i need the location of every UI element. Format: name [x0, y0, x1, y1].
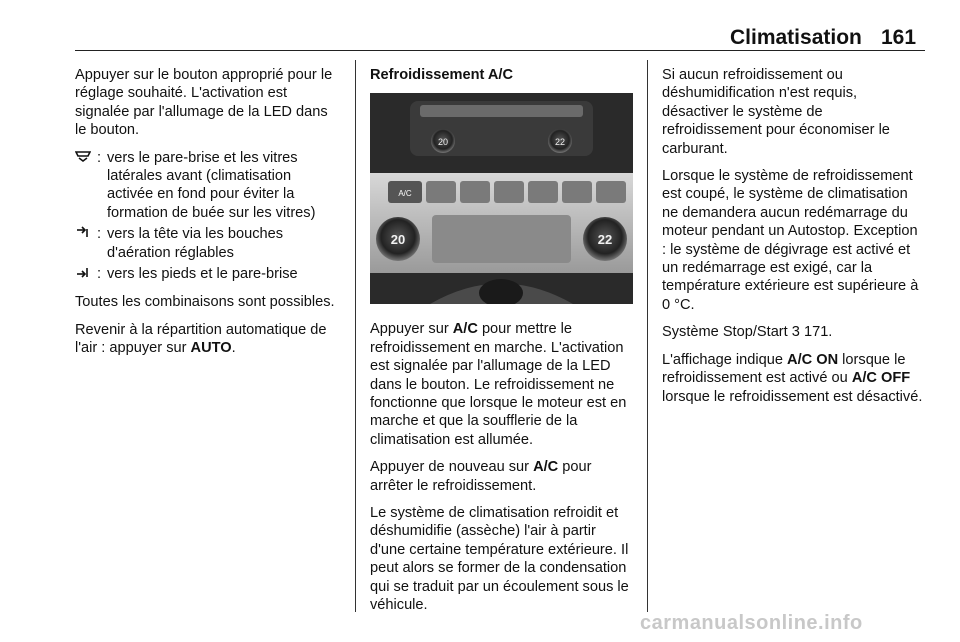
header-rule	[75, 50, 925, 51]
column-divider	[647, 60, 648, 612]
feet-windshield-icon	[75, 265, 97, 284]
page-reference-arrow-icon: 3	[791, 324, 800, 341]
auto-paragraph	[75, 321, 341, 358]
item-separator: :	[97, 149, 102, 166]
column-2	[370, 66, 633, 624]
list-item	[75, 149, 341, 223]
display-paragraph	[662, 351, 924, 406]
column-1	[75, 66, 341, 367]
fuel-saving-paragraph: Si aucun refroidissement ou déshumidification n'est requis, désactiver le système de refroidissement pour économiser le carburant.	[662, 67, 890, 157]
text-run: pour mettre le refroidissement en marche. L'activation est signalée par l'allumage de la LED dans le bouton. Le refroidissement ne fonctionne que lorsque le moteur est en marche et que la soufflerie de la climatisation est allumée.	[370, 321, 627, 448]
column-3	[662, 66, 924, 415]
right-temp-readout: 22	[597, 232, 613, 248]
upper-right-temp-readout: 22	[554, 137, 566, 148]
auto-keyword: AUTO	[190, 340, 232, 357]
item-text: vers les pieds et le pare-brise	[107, 266, 298, 283]
watermark: carmanualsonline.info	[640, 612, 863, 634]
item-text: vers le pare-brise et les vitres latérales avant (climatisation activée en fond pour éviter la formation de buée sur les vitres)	[107, 149, 316, 221]
windshield-side-vents-icon	[75, 149, 97, 223]
text-run: L'affichage indique	[662, 351, 788, 368]
climate-panel-photo	[370, 93, 633, 304]
list-item	[75, 225, 341, 262]
page-header	[0, 22, 960, 50]
combinations-paragraph: Toutes les combinaisons sont possibles.	[75, 294, 335, 311]
column-divider	[355, 60, 356, 612]
ac-button-label: A/C	[398, 189, 412, 199]
text-run: pour arrêter le refroidissement.	[370, 459, 592, 494]
section-heading: Refroidissement A/C	[370, 67, 513, 83]
ac-keyword: A/C	[533, 459, 559, 476]
air-distribution-list	[75, 149, 341, 285]
ac-on-paragraph	[370, 320, 633, 449]
head-vents-icon	[75, 225, 97, 262]
page-title: Climatisation	[730, 26, 862, 49]
ac-off-keyword: A/C OFF	[851, 370, 911, 387]
condensation-paragraph: Le système de climatisation refroidit et déshumidifie (assèche) l'air à partir d'une certaine température extérieure. Il peut alors se former de la condensation qui se traduit par un écoulement sous le véhicule.	[370, 505, 629, 614]
intro-paragraph: Appuyer sur le bouton approprié pour le réglage souhaité. L'activation est signalée par l'allumage de la LED dans le bouton.	[75, 67, 333, 139]
text-run: lorsque le refroidissement est activé ou	[662, 351, 906, 387]
text-run: Revenir à la répartition automatique de l'air : appuyer sur	[75, 321, 327, 357]
ac-on-keyword: A/C ON	[787, 351, 839, 368]
text-run: 171.	[799, 324, 833, 341]
list-item	[75, 265, 341, 284]
item-separator: :	[97, 266, 102, 283]
text-run: .	[231, 340, 236, 357]
ac-off-paragraph	[370, 458, 633, 495]
page-number: 161	[881, 26, 917, 49]
autostop-paragraph: Lorsque le système de refroidissement est coupé, le système de climatisation ne demandera aucun redémarrage du moteur pendant un Autostop. Exception : le système de dégivrage est activé et un redémarrage est exigé, car la température extérieure est supérieure à 0 °C.	[662, 168, 919, 313]
text-run: Système Stop/Start	[662, 324, 792, 341]
ac-keyword: A/C	[452, 321, 478, 338]
text-run: Appuyer sur	[370, 321, 453, 338]
text-run: lorsque le refroidissement est désactivé.	[662, 388, 923, 405]
left-temp-readout: 20	[390, 232, 406, 248]
upper-left-temp-readout: 20	[437, 137, 449, 148]
item-text: vers la tête via les bouches d'aération réglables	[107, 226, 284, 261]
item-separator: :	[97, 226, 102, 243]
stop-start-reference	[662, 323, 924, 341]
text-run: Appuyer de nouveau sur	[370, 459, 534, 476]
